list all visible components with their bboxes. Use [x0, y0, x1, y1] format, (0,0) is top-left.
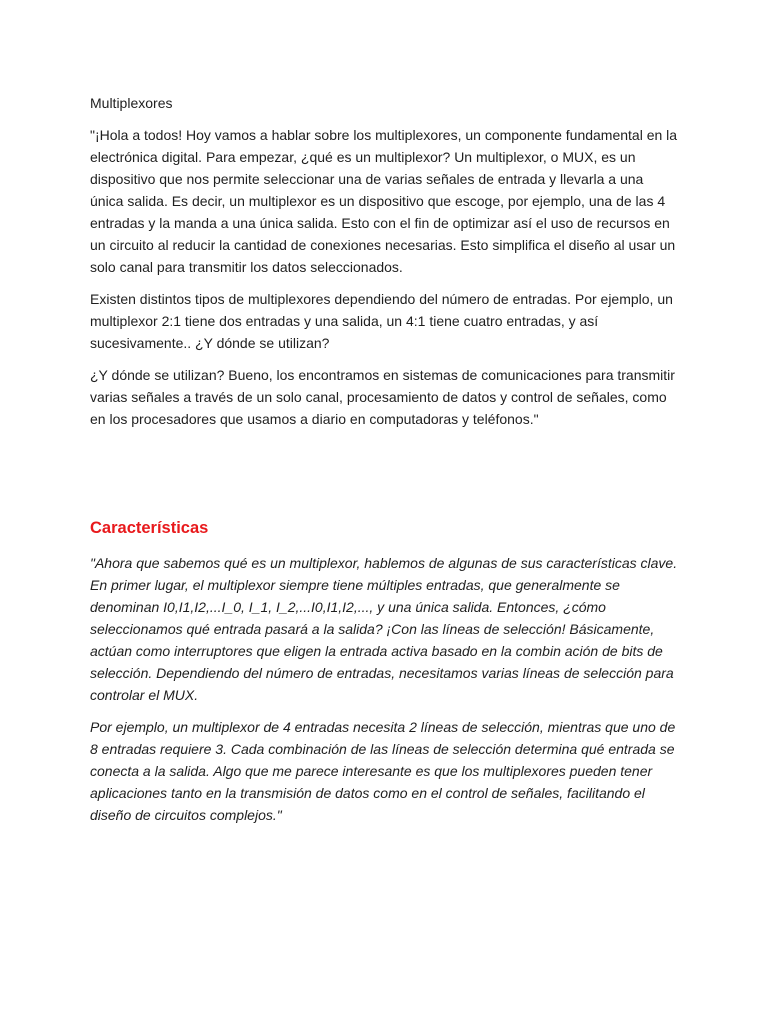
section-paragraph-1: "Ahora que sabemos qué es un multiplexor, hablemos de algunas de sus características clave. En primer lugar, el multiplexor siempre tiene múltiples entradas, que generalmente se denominan I0,I1,I2,...I_0, I_1, I_2,...I0,I1,I2,..., y una única salida. Entonces, ¿cómo seleccionamos qué entrada pasará a la salida? ¡Con las líneas de selección! Básicamente, actúan como interruptores que eligen la entrada activa basado en la combin ación de bits de selección. Dependiendo del número de entradas, necesitamos varias líneas de selección para controlar el MUX.: [90, 555, 678, 703]
section-heading-caracteristicas: Características: [90, 519, 209, 537]
intro-paragraph-1: "¡Hola a todos! Hoy vamos a hablar sobre los multiplexores, un componente fundamental en la electrónica digital. Para empezar, ¿qué es un multiplexor? Un multiplexor, o MUX, es un dispositivo que nos permite seleccionar una de varias señales de entrada y llevarla a una única salida. Es decir, un multiplexor es un dispositivo que escoge, por ejemplo, una de las 4 entradas y la manda a una única salida. Esto con el fin de optimizar así el uso de recursos en un circuito al reducir la cantidad de conexiones necesarias. Esto simplifica el diseño al usar un solo canal para transmitir los datos seleccionados.: [90, 127, 678, 275]
document-title: Multiplexores: [90, 95, 173, 111]
section-paragraph-2: Por ejemplo, un multiplexor de 4 entradas necesita 2 líneas de selección, mientras que uno de 8 entradas requiere 3. Cada combinación de las líneas de selección determina qué entrada se conecta a la salida. Algo que me parece interesante es que los multiplexores pueden tener aplicaciones tanto en la transmisión de datos como en el control de señales, facilitando el diseño de circuitos complejos.": [90, 719, 676, 823]
section-spacer: [90, 440, 678, 516]
document-page: [90, 92, 678, 836]
intro-paragraph-3: ¿Y dónde se utilizan? Bueno, los encontramos en sistemas de comunicaciones para transmitir varias señales a través de un solo canal, procesamiento de datos y control de señales, como en los procesadores que usamos a diario en computadoras y teléfonos.": [90, 367, 675, 427]
intro-paragraph-2: Existen distintos tipos de multiplexores dependiendo del número de entradas. Por ejemplo, un multiplexor 2:1 tiene dos entradas y una salida, un 4:1 tiene cuatro entradas, y así sucesivamente.. ¿Y dónde se utilizan?: [90, 291, 673, 351]
